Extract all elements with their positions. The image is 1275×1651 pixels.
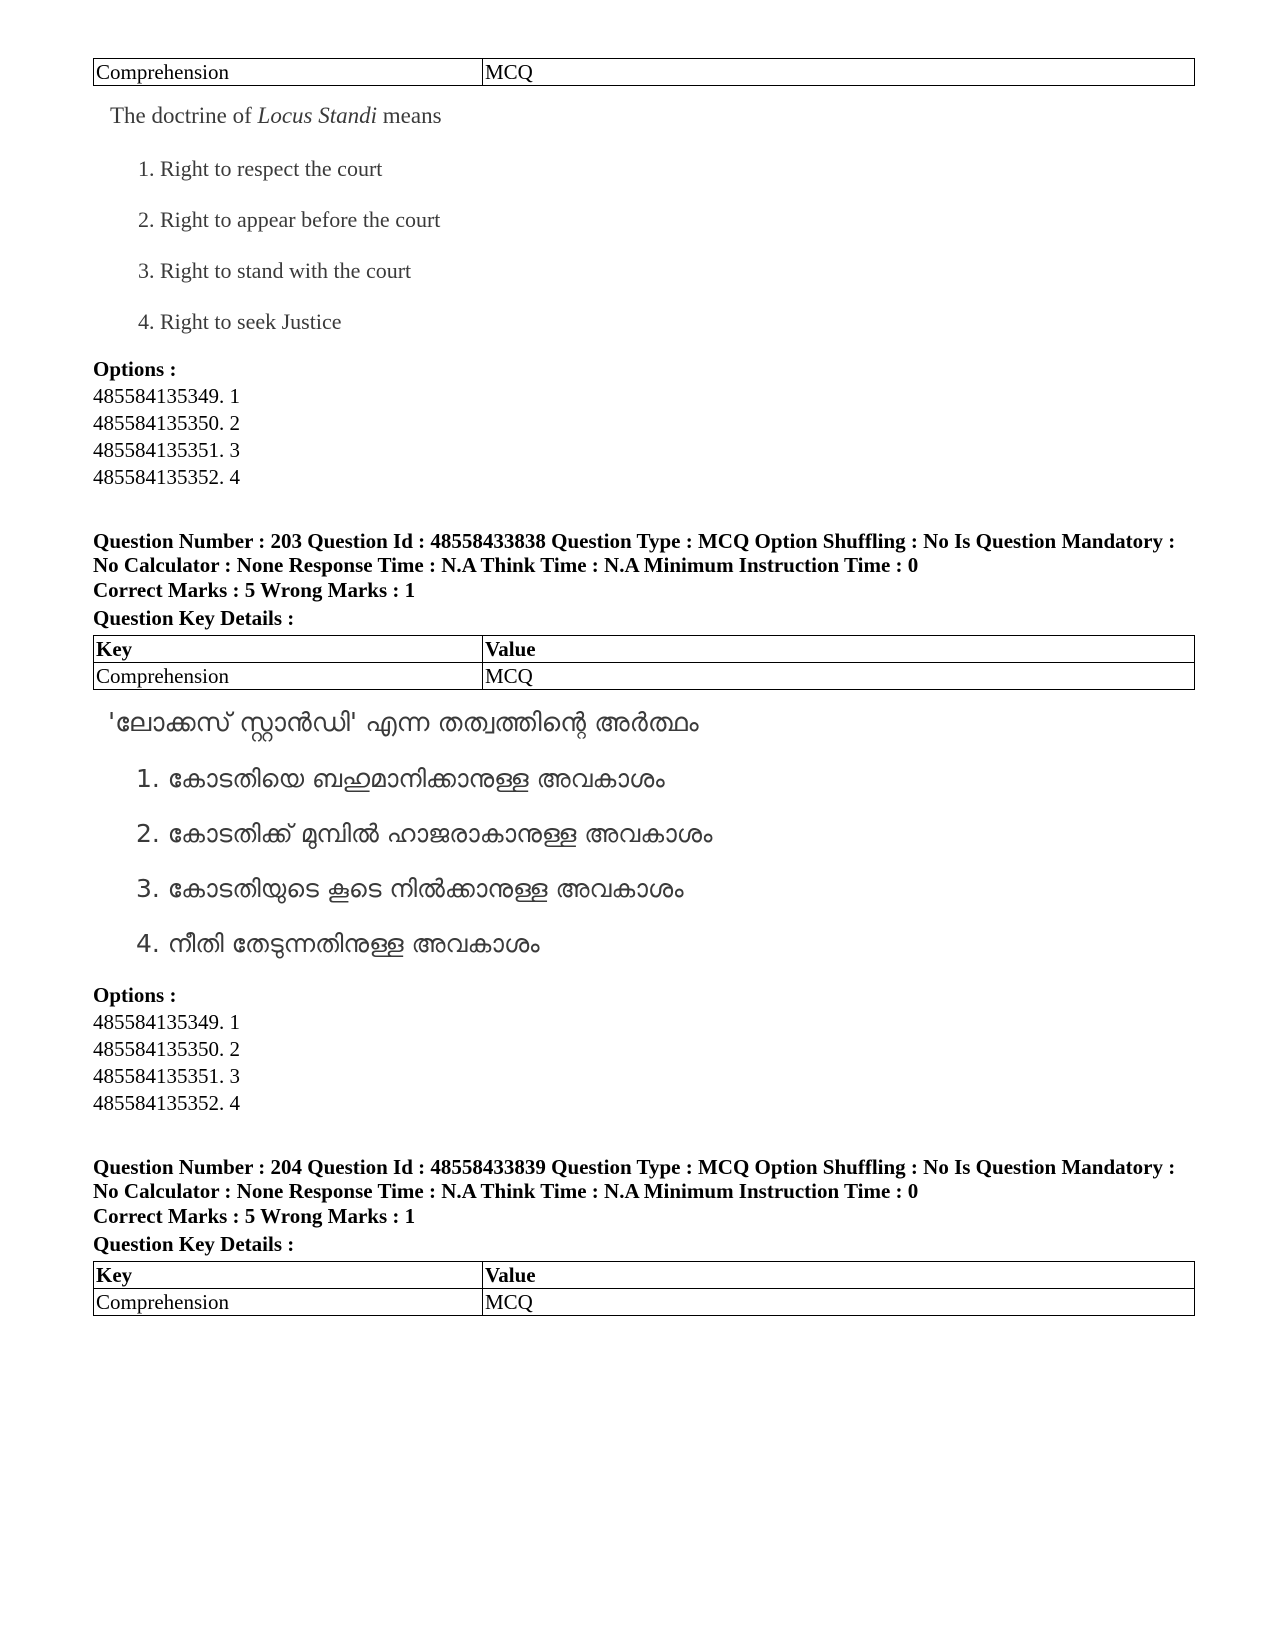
- key-details-table-204: [93, 1261, 1195, 1316]
- meta-line-1: Question Number : 203 Question Id : 48558433838 Question Type : MCQ Option Shuffling : No Is Question Mandatory :: [93, 529, 1176, 553]
- table-header-value: Value: [483, 636, 1195, 663]
- table-cell-key: Comprehension: [94, 1289, 483, 1316]
- table-cell-key: Comprehension: [94, 663, 483, 690]
- stem-italic-term: Locus Standi: [257, 103, 378, 128]
- key-details-label: Question Key Details :: [93, 606, 295, 630]
- question-stem: [110, 103, 442, 129]
- table-cell-value: MCQ: [483, 663, 1195, 690]
- choice-item-2: 2. Right to appear before the court: [138, 207, 441, 232]
- choice-item-1: 1. Right to respect the court: [138, 156, 383, 181]
- question-meta-204: [93, 1155, 1203, 1203]
- table-header-key: Key: [94, 636, 483, 663]
- question-meta-203: [93, 529, 1203, 577]
- table-row: [94, 663, 1195, 690]
- options-label: Options :: [93, 983, 177, 1007]
- option-line: 485584135352. 4: [93, 1091, 240, 1115]
- table-cell-key: Comprehension: [94, 59, 483, 86]
- key-details-table-202: [93, 58, 1195, 86]
- options-label: Options :: [93, 357, 177, 381]
- option-line: 485584135351. 3: [93, 438, 240, 462]
- table-row: [94, 1289, 1195, 1316]
- table-header-row: [94, 1262, 1195, 1289]
- marks-line: Correct Marks : 5 Wrong Marks : 1: [93, 578, 416, 602]
- table-row: [94, 59, 1195, 86]
- choice-item-3: 3. കോടതിയുടെ കൂടെ നിൽക്കാനുള്ള അവകാശം: [136, 874, 684, 903]
- table-cell-value: MCQ: [483, 1289, 1195, 1316]
- meta-line-2: No Calculator : None Response Time : N.A Think Time : N.A Minimum Instruction Time : 0: [93, 1179, 919, 1203]
- table-header-value: Value: [483, 1262, 1195, 1289]
- option-line: 485584135350. 2: [93, 1037, 240, 1061]
- option-line: 485584135352. 4: [93, 465, 240, 489]
- table-header-key: Key: [94, 1262, 483, 1289]
- choice-item-3: 3. Right to stand with the court: [138, 258, 412, 283]
- choice-item-1: 1. കോടതിയെ ബഹുമാനിക്കാനുള്ള അവകാശം: [136, 764, 665, 793]
- key-details-label: Question Key Details :: [93, 1232, 295, 1256]
- option-line: 485584135349. 1: [93, 1010, 240, 1034]
- stem-prefix: The doctrine of: [110, 103, 258, 128]
- choice-item-2: 2. കോടതിക്ക് മുമ്പിൽ ഹാജരാകാനുള്ള അവകാശം: [136, 819, 713, 848]
- key-details-table-203: [93, 635, 1195, 690]
- option-line: 485584135351. 3: [93, 1064, 240, 1088]
- choice-item-4: 4. നീതി തേടുന്നതിനുള്ള അവകാശം: [136, 929, 540, 958]
- option-line: 485584135350. 2: [93, 411, 240, 435]
- choice-item-4: 4. Right to seek Justice: [138, 309, 342, 334]
- meta-line-2: No Calculator : None Response Time : N.A Think Time : N.A Minimum Instruction Time : 0: [93, 553, 919, 577]
- marks-line: Correct Marks : 5 Wrong Marks : 1: [93, 1204, 416, 1228]
- meta-line-1: Question Number : 204 Question Id : 48558433839 Question Type : MCQ Option Shuffling : No Is Question Mandatory :: [93, 1155, 1176, 1179]
- table-cell-value: MCQ: [483, 59, 1195, 86]
- option-line: 485584135349. 1: [93, 384, 240, 408]
- stem-suffix: means: [377, 103, 442, 128]
- table-header-row: [94, 636, 1195, 663]
- question-stem: 'ലോക്കസ് സ്റ്റാൻഡി' എന്ന തത്വത്തിന്റെ അർത്ഥം: [108, 708, 699, 738]
